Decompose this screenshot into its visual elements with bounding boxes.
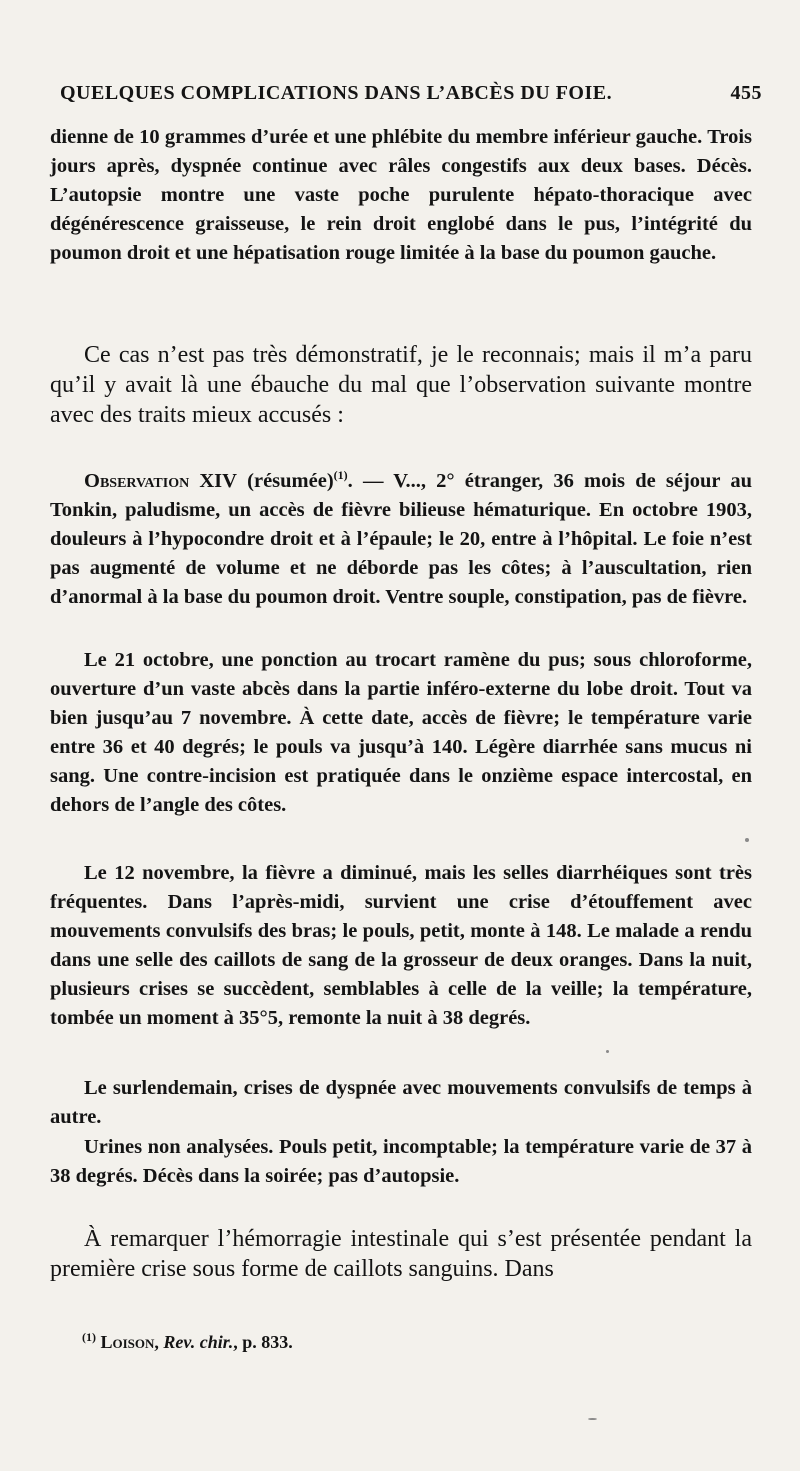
print-speck	[745, 838, 749, 842]
paragraph-continuation: dienne de 10 grammes d’urée et une phlébite du membre inférieur gauche. Trois jours après, dyspnée continue avec râles congestifs aux deux bases. Décès. L’autopsie montre une vaste poche purulente hépato-thoracique avec dégénérescence graisseuse, le rein droit englobé dans le pus, l’intégrité du poumon droit et une hépatisation rouge limitée à la base du poumon gauche.	[50, 126, 752, 264]
observation-label: Observation XIV	[84, 469, 237, 492]
observation-body: . — V..., 2° étranger, 36 mois de séjour au Tonkin, paludisme, un accès de fièvre bilieuse hématurique. En octobre 1903, douleurs à l’hypocondre droit et à l’épaule; le 20, entre à l’hôpital. Le foie n’est pas augmenté de volume et ne déborde pas les côtes; à l’auscultation, rien d’anormal à la base du poumon droit. Ventre souple, constipation, pas de fièvre.	[50, 469, 752, 608]
footnote-marker: (1)	[82, 1330, 96, 1344]
footnote-author: Loison	[100, 1332, 155, 1352]
paragraph-commentary: Ce cas n’est pas très démonstratif, je le reconnais; mais il m’a paru qu’il y avait là une ébauche du mal que l’observation suivante montre avec des traits mieux accusés :	[50, 342, 752, 428]
paragraph-october: Le 21 octobre, une ponction au trocart ramène du pus; sous chloroforme, ouverture d’un vaste abcès dans la partie inféro-externe du lobe droit. Tout va bien jusqu’au 7 novembre. À cette date, accès de fièvre; le température varie entre 36 et 40 degrés; le pouls va jusqu’à 140. Légère diarrhée sans mucus ni sang. Une contre-incision est pratiquée dans le onzième espace intercostal, en dehors de l’angle des côtes.	[50, 649, 752, 816]
footnote-source: Rev. chir.	[163, 1332, 234, 1352]
page-number: 455	[730, 82, 762, 104]
print-speck	[606, 1050, 609, 1053]
print-speck	[588, 1418, 597, 1420]
footnote-page: p. 833.	[242, 1332, 293, 1352]
footnote: $^{(1)}$ Loison, Rev. chir., p. 833.	[82, 1330, 293, 1352]
paragraph-remarque: À remarquer l’hémorragie intestinale qui s’est présentée pendant la première crise sous forme de caillots sanguins. Dans	[50, 1226, 752, 1282]
running-title: QUELQUES COMPLICATIONS DANS L’ABCÈS DU FOIE.	[60, 82, 613, 104]
observation-resumee: (résumée)	[247, 469, 334, 492]
paragraph-november: Le 12 novembre, la fièvre a diminué, mais les selles diarrhéiques sont très fréquentes. Dans l’après-midi, survient une crise d’étouffement avec mouvements convulsifs des bras; le pouls, petit, monte à 148. Le malade a rendu dans une selle des caillots de sang de la grosseur de deux oranges. Dans la nuit, plusieurs crises se succèdent, semblables à celle de la veille; la température, tombée un moment à 35°5, remonte la nuit à 38 degrés.	[50, 862, 752, 1029]
paragraph-urines: Urines non analysées. Pouls petit, incomptable; la température varie de 37 à 38 degrés. Décès dans la soirée; pas d’autopsie.	[50, 1136, 752, 1187]
paragraph-observation	[50, 461, 752, 612]
footnote-reference: (1)	[333, 468, 348, 482]
paragraph-surlendemain: Le surlendemain, crises de dyspnée avec mouvements convulsifs de temps à autre.	[50, 1077, 752, 1128]
running-header	[60, 82, 762, 105]
